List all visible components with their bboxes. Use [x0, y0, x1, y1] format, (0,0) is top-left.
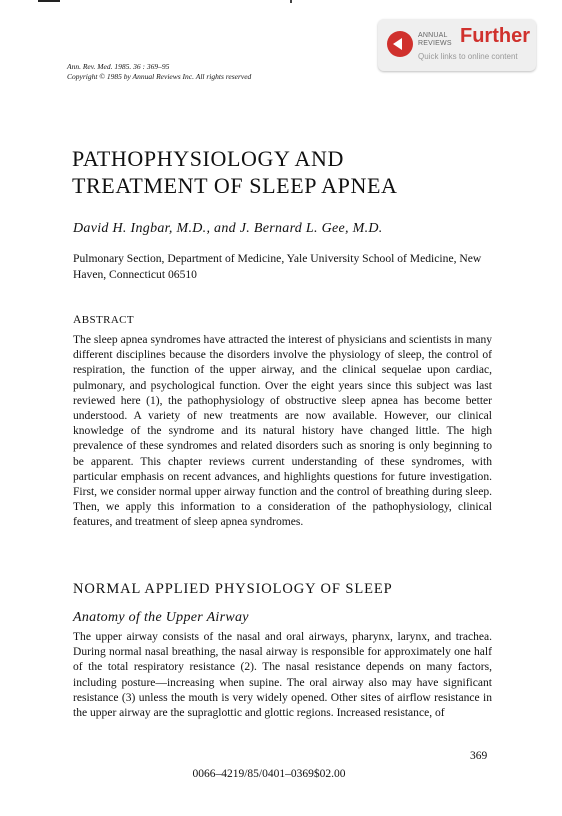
- annual-reviews-further-banner[interactable]: [378, 19, 536, 71]
- affiliation: Pulmonary Section, Department of Medicine, Yale University School of Medicine, New Haven, Connecticut 06510: [73, 252, 482, 281]
- further-label[interactable]: Further: [460, 25, 530, 47]
- scan-mark: [290, 0, 292, 3]
- citation-line: Ann. Rev. Med. 1985. 36 : 369–95: [67, 62, 170, 71]
- article-title: PATHOPHYSIOLOGY AND TREATMENT OF SLEEP APNEA: [72, 146, 398, 198]
- section-heading: NORMAL APPLIED PHYSIOLOGY OF SLEEP: [73, 581, 393, 597]
- body-paragraph: The upper airway consists of the nasal and oral airways, pharynx, larynx, and trachea. During normal nasal breathing, the nasal airway is responsible for approximately one half of the total respiratory resistance (2). The nasal resistance depends on many factors, including posture—increasing when supine. The oral airway also may have significant resistance (3) unless the mouth is very widely opened. Other sites of airflow resistance in the upper airway are the supraglottic and glottic regions. Increased resistance, of: [73, 631, 492, 720]
- annual-reviews-label: ANNUAL REVIEWS: [418, 32, 452, 47]
- abstract-text: The sleep apnea syndromes have attracted the interest of physicians and scientists in many different disciplines because the disorders involve the physiology of sleep, the control of respiration, the function of the upper airway, and the clinical sequelae upon cardiac, pulmonary, and psychological function. Over the eight years since this subject was last reviewed here (1), the pathophysiology of obstructive sleep apnea has become better understood. A variety of new treatments are now available. However, our clinical knowledge of the syndrome and its natural history have changed little. The high prevalence of these syndromes and related disorders such as snoring is only beginning to be apparent. This chapter reviews current understanding of these syndromes, with particular emphasis on recent advances, and highlights questions for future investigation. First, we consider normal upper airway function and the control of breathing during sleep. Then, we apply this information to a consideration of the pathophysiology, clinical features, and treatment of sleep apnea syndromes.: [73, 334, 492, 529]
- scan-mark: [38, 0, 60, 2]
- journal-citation: [67, 62, 251, 82]
- copyright-line: Copyright © 1985 by Annual Reviews Inc. All rights reserved: [67, 72, 252, 81]
- footer-code: 0066–4219/85/0401–0369$02.00: [192, 768, 346, 780]
- abstract-heading: ABSTRACT: [73, 314, 135, 326]
- author-list: David H. Ingbar, M.D., and J. Bernard L. Gee, M.D.: [73, 221, 383, 236]
- further-arrow-icon[interactable]: [387, 31, 413, 57]
- subsection-heading: Anatomy of the Upper Airway: [73, 610, 249, 625]
- quick-links-text[interactable]: Quick links to online content: [418, 52, 518, 61]
- page-number: 369: [470, 750, 488, 762]
